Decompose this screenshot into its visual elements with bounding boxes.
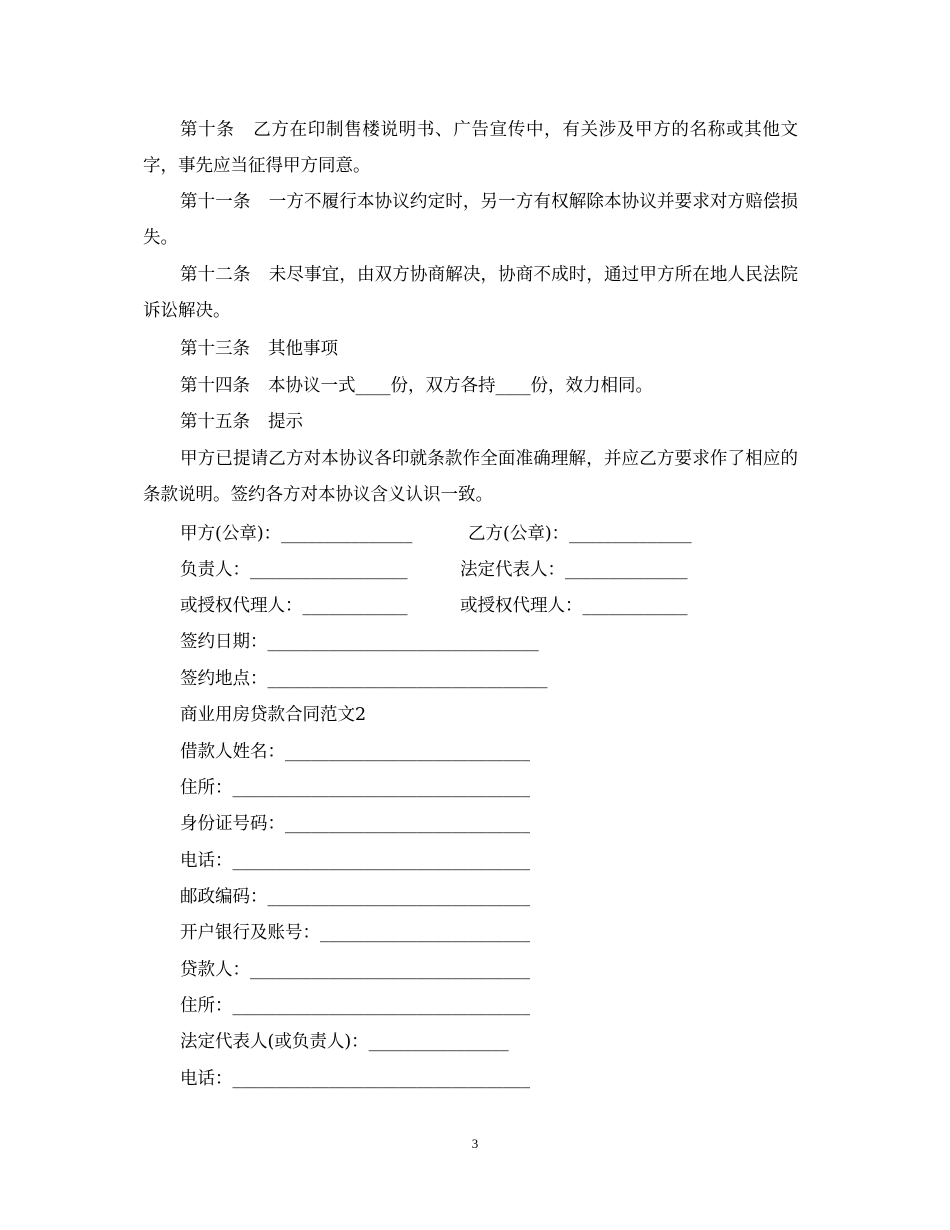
lender-address-field: 住所：__________________________________ (180, 996, 530, 1016)
article-14 (143, 368, 798, 404)
article-15 (143, 404, 798, 440)
article-label: 第十五条 (180, 412, 250, 432)
notice-paragraph: 甲方已提请乙方对本协议各印就条款作全面准确理解，并应乙方要求作了相应的条款说明。签约各方对本协议含义认识一致。 (143, 449, 798, 505)
page-number: 3 (471, 1136, 479, 1151)
article-label: 第十条 (180, 120, 235, 140)
article-label: 第十四条 (180, 376, 250, 396)
article-11 (143, 184, 798, 256)
authorized-agent-b-field: 或授权代理人：____________ (460, 596, 688, 616)
article-12 (143, 257, 798, 329)
lender-phone-field: 电话：__________________________________ (180, 1069, 530, 1089)
party-a-seal-field: 甲方(公章)：_______________ (180, 524, 413, 544)
lender-field: 贷款人：________________________________ (180, 960, 530, 980)
id-number-field: 身份证号码：____________________________ (180, 814, 530, 834)
borrower-address-field: 住所：__________________________________ (180, 778, 530, 798)
article-text: 提示 (268, 412, 303, 432)
article-13 (143, 331, 798, 367)
article-text: 其他事项 (268, 339, 338, 359)
sign-place-field: 签约地点：________________________________ (180, 669, 548, 689)
section-title: 商业用房贷款合同范文2 (180, 705, 367, 725)
article-label: 第十一条 (180, 192, 251, 212)
article-10 (143, 112, 798, 184)
article-label: 第十二条 (180, 265, 251, 285)
postal-code-field: 邮政编码：______________________________ (180, 887, 530, 907)
authorized-agent-a-field: 或授权代理人：____________ (180, 596, 408, 616)
article-text: 乙方在印制售楼说明书、广告宣传中，有关涉及甲方的名称或其他文字，事先应当征得甲方同意。 (143, 120, 798, 176)
borrower-name-field: 借款人姓名：____________________________ (180, 742, 530, 762)
legal-representative-field: 法定代表人：______________ (460, 560, 688, 580)
lender-legal-rep-field: 法定代表人(或负责人)：________________ (180, 1032, 509, 1052)
bank-account-field: 开户银行及账号：________________________ (180, 923, 530, 943)
sign-date-field: 签约日期：_______________________________ (180, 632, 539, 652)
party-b-seal-field: 乙方(公章)：______________ (468, 524, 692, 544)
borrower-phone-field: 电话：__________________________________ (180, 851, 530, 871)
article-label: 第十三条 (180, 339, 250, 359)
responsible-person-field: 负责人：__________________ (180, 560, 408, 580)
article-text: 一方不履行本协议约定时，另一方有权解除本协议并要求对方赔偿损失。 (143, 192, 799, 248)
article-text: 本协议一式____份，双方各持____份，效力相同。 (268, 376, 653, 396)
article-text: 未尽事宜，由双方协商解决，协商不成时，通过甲方所在地人民法院诉讼解决。 (143, 265, 799, 321)
